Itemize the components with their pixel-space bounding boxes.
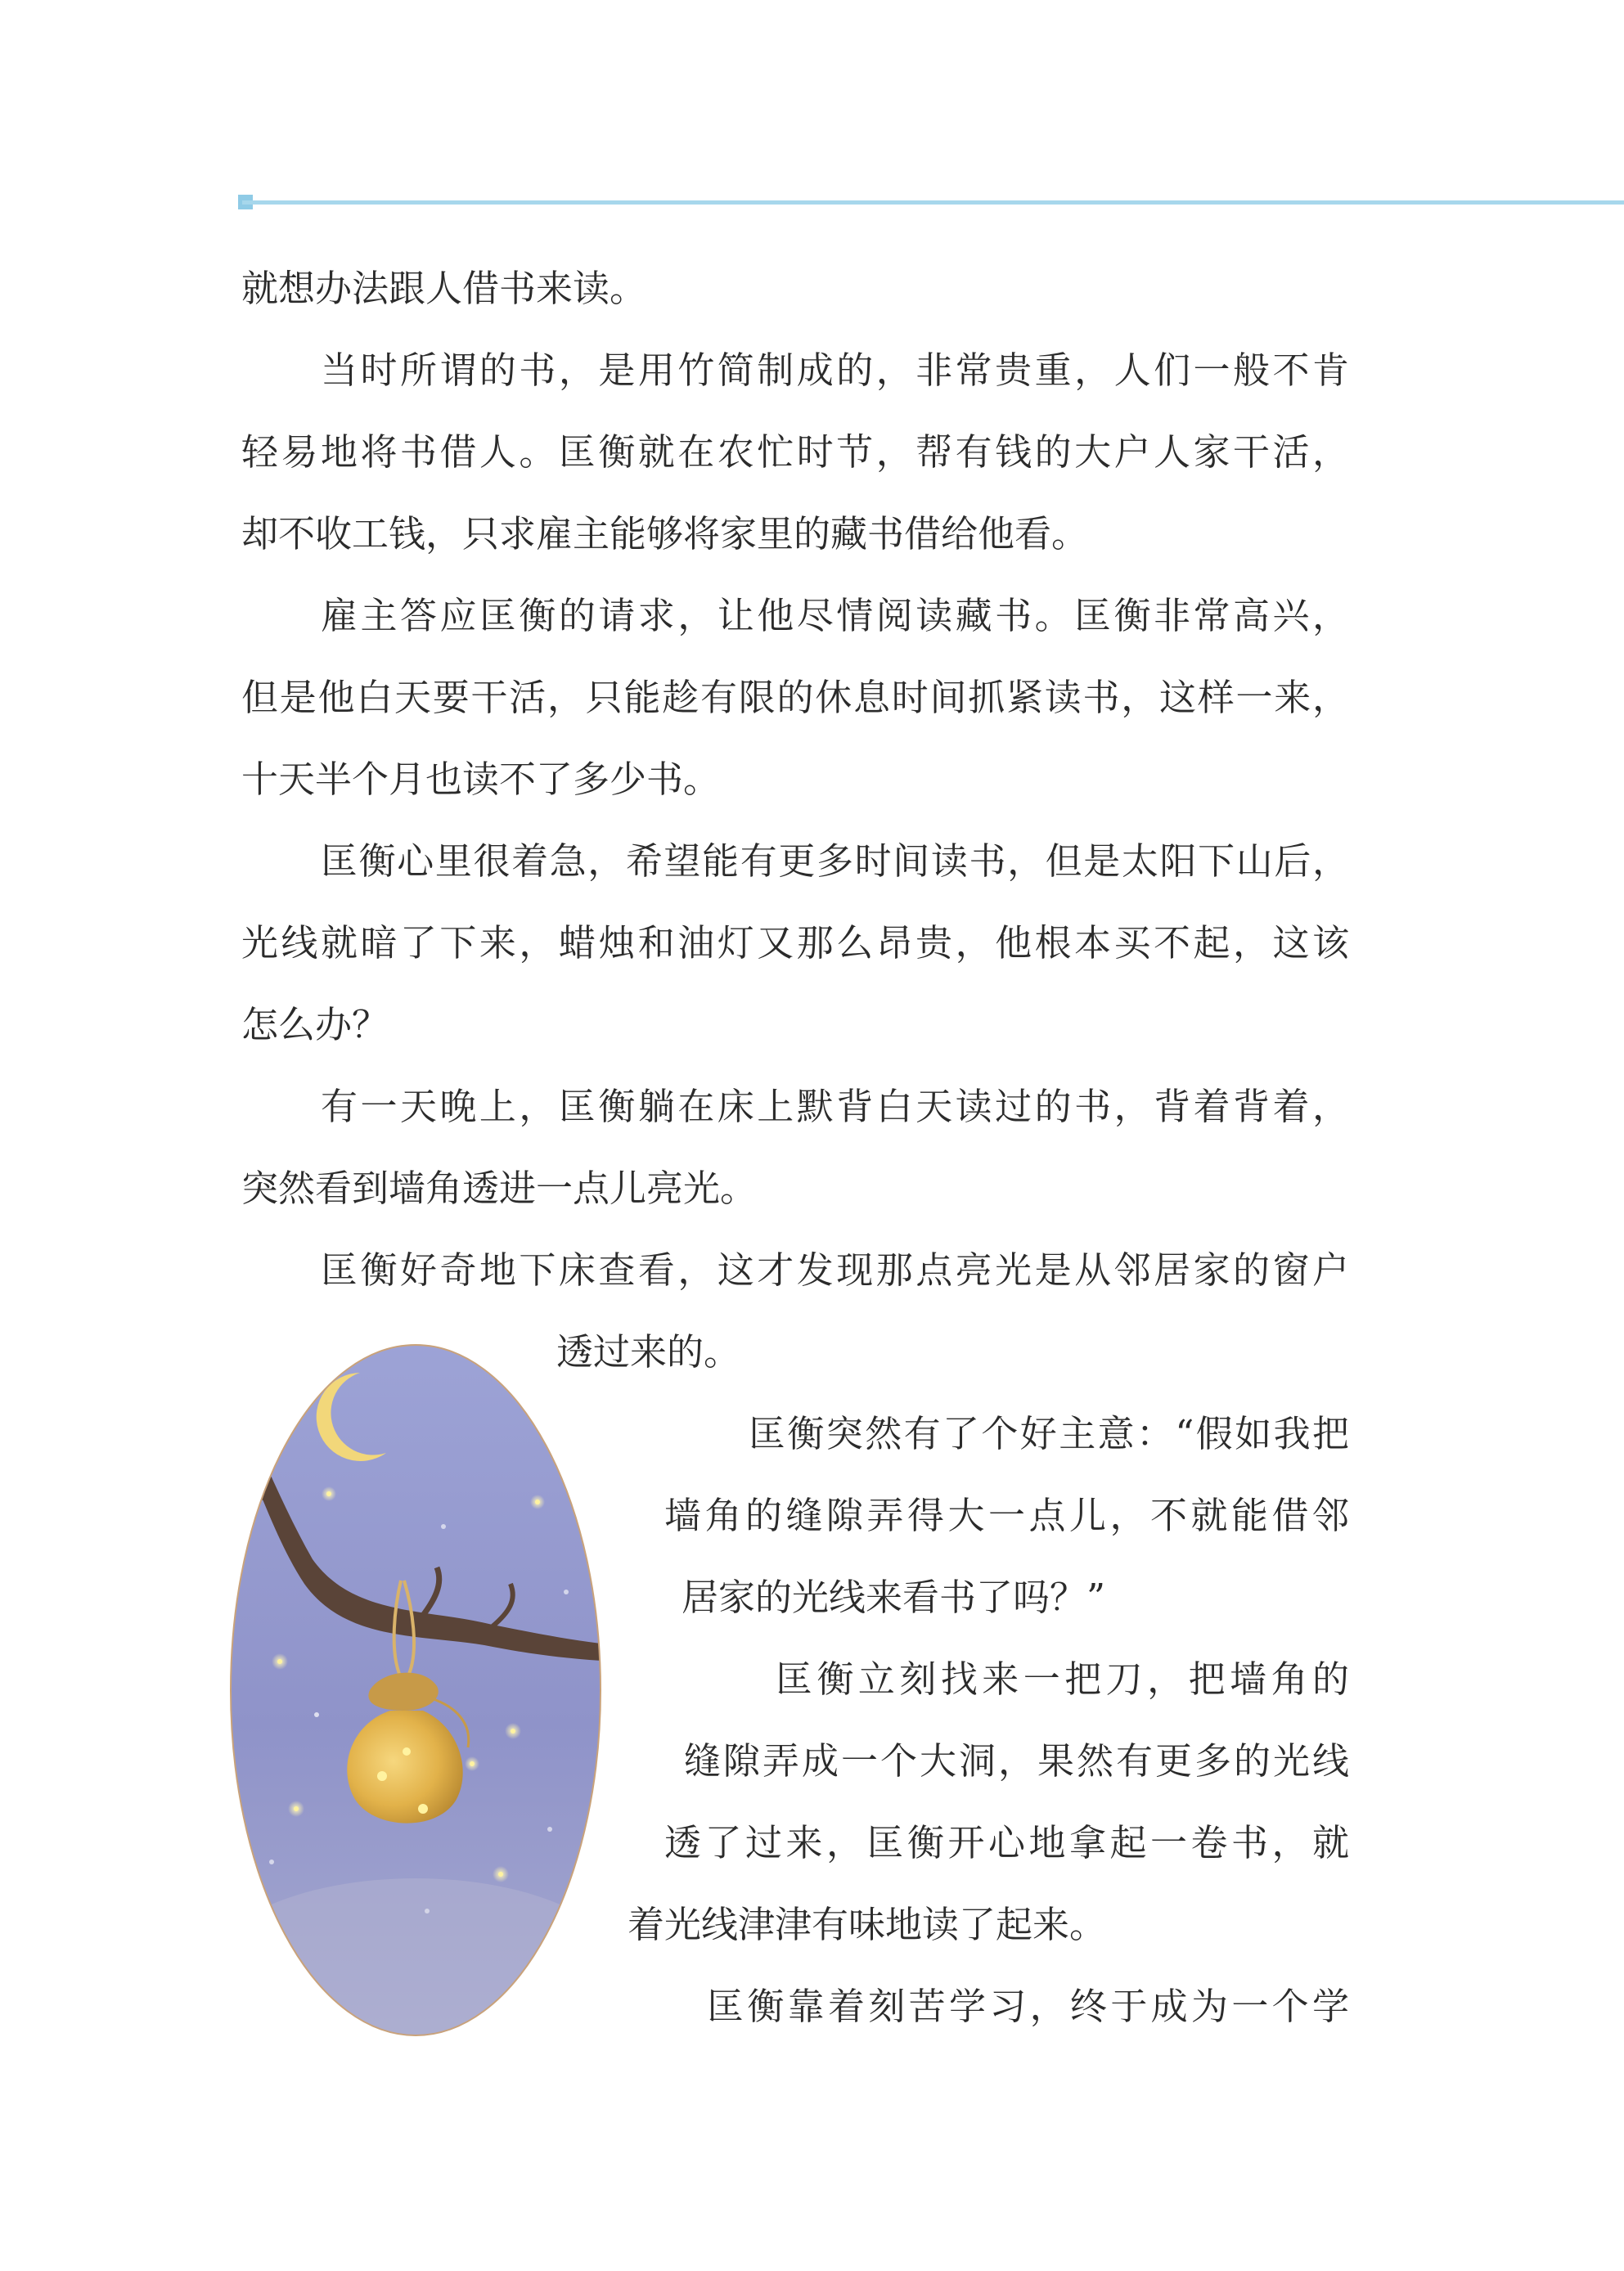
header-rule-line xyxy=(242,200,1624,205)
text-line: 就想办法跟人借书来读。 xyxy=(241,267,647,310)
text-line: 匡衡心里很着急，希望能有更多时间读书，但是太阳下山后， xyxy=(321,839,1349,883)
text-line: 匡衡靠着刻苦学习，终于成为一个学 xyxy=(707,1985,1349,2028)
text-line: 匡衡突然有了个好主意：“假如我把 xyxy=(749,1412,1349,1455)
text-line: 着光线津津有味地读了起来。 xyxy=(628,1903,1107,1946)
text-line: 居家的光线来看书了吗？” xyxy=(682,1576,1106,1619)
night-firefly-illustration xyxy=(223,1338,609,2042)
text-line: 怎么办？ xyxy=(241,1003,389,1046)
text-line: 轻易地将书借人。匡衡就在农忙时节，帮有钱的大户人家干活， xyxy=(241,430,1349,474)
text-line: 十天半个月也读不了多少书。 xyxy=(241,758,721,801)
text-line: 墙角的缝隙弄得大一点儿，不就能借邻 xyxy=(664,1494,1349,1537)
text-line: 有一天晚上，匡衡躺在床上默背白天读过的书，背着背着， xyxy=(321,1085,1349,1128)
text-line: 透过来的。 xyxy=(556,1330,741,1374)
text-line: 却不收工钱，只求雇主能够将家里的藏书借给他看。 xyxy=(241,512,1089,555)
text-line: 雇主答应匡衡的请求，让他尽情阅读藏书。匡衡非常高兴， xyxy=(321,594,1349,637)
text-line: 缝隙弄成一个大洞，果然有更多的光线 xyxy=(684,1739,1349,1783)
text-line: 透了过来，匡衡开心地拿起一卷书，就 xyxy=(664,1821,1349,1864)
text-line: 匡衡立刻找来一把刀，把墙角的 xyxy=(776,1657,1349,1701)
text-line: 光线就暗了下来，蜡烛和油灯又那么昂贵，他根本买不起，这该 xyxy=(241,921,1349,965)
text-line: 但是他白天要干活，只能趁有限的休息时间抓紧读书，这样一来， xyxy=(241,676,1349,719)
text-line: 匡衡好奇地下床查看，这才发现那点亮光是从邻居家的窗户 xyxy=(321,1248,1349,1292)
text-line: 当时所谓的书，是用竹简制成的，非常贵重，人们一般不肯 xyxy=(321,349,1349,392)
text-line: 突然看到墙角透进一点儿亮光。 xyxy=(241,1167,758,1210)
